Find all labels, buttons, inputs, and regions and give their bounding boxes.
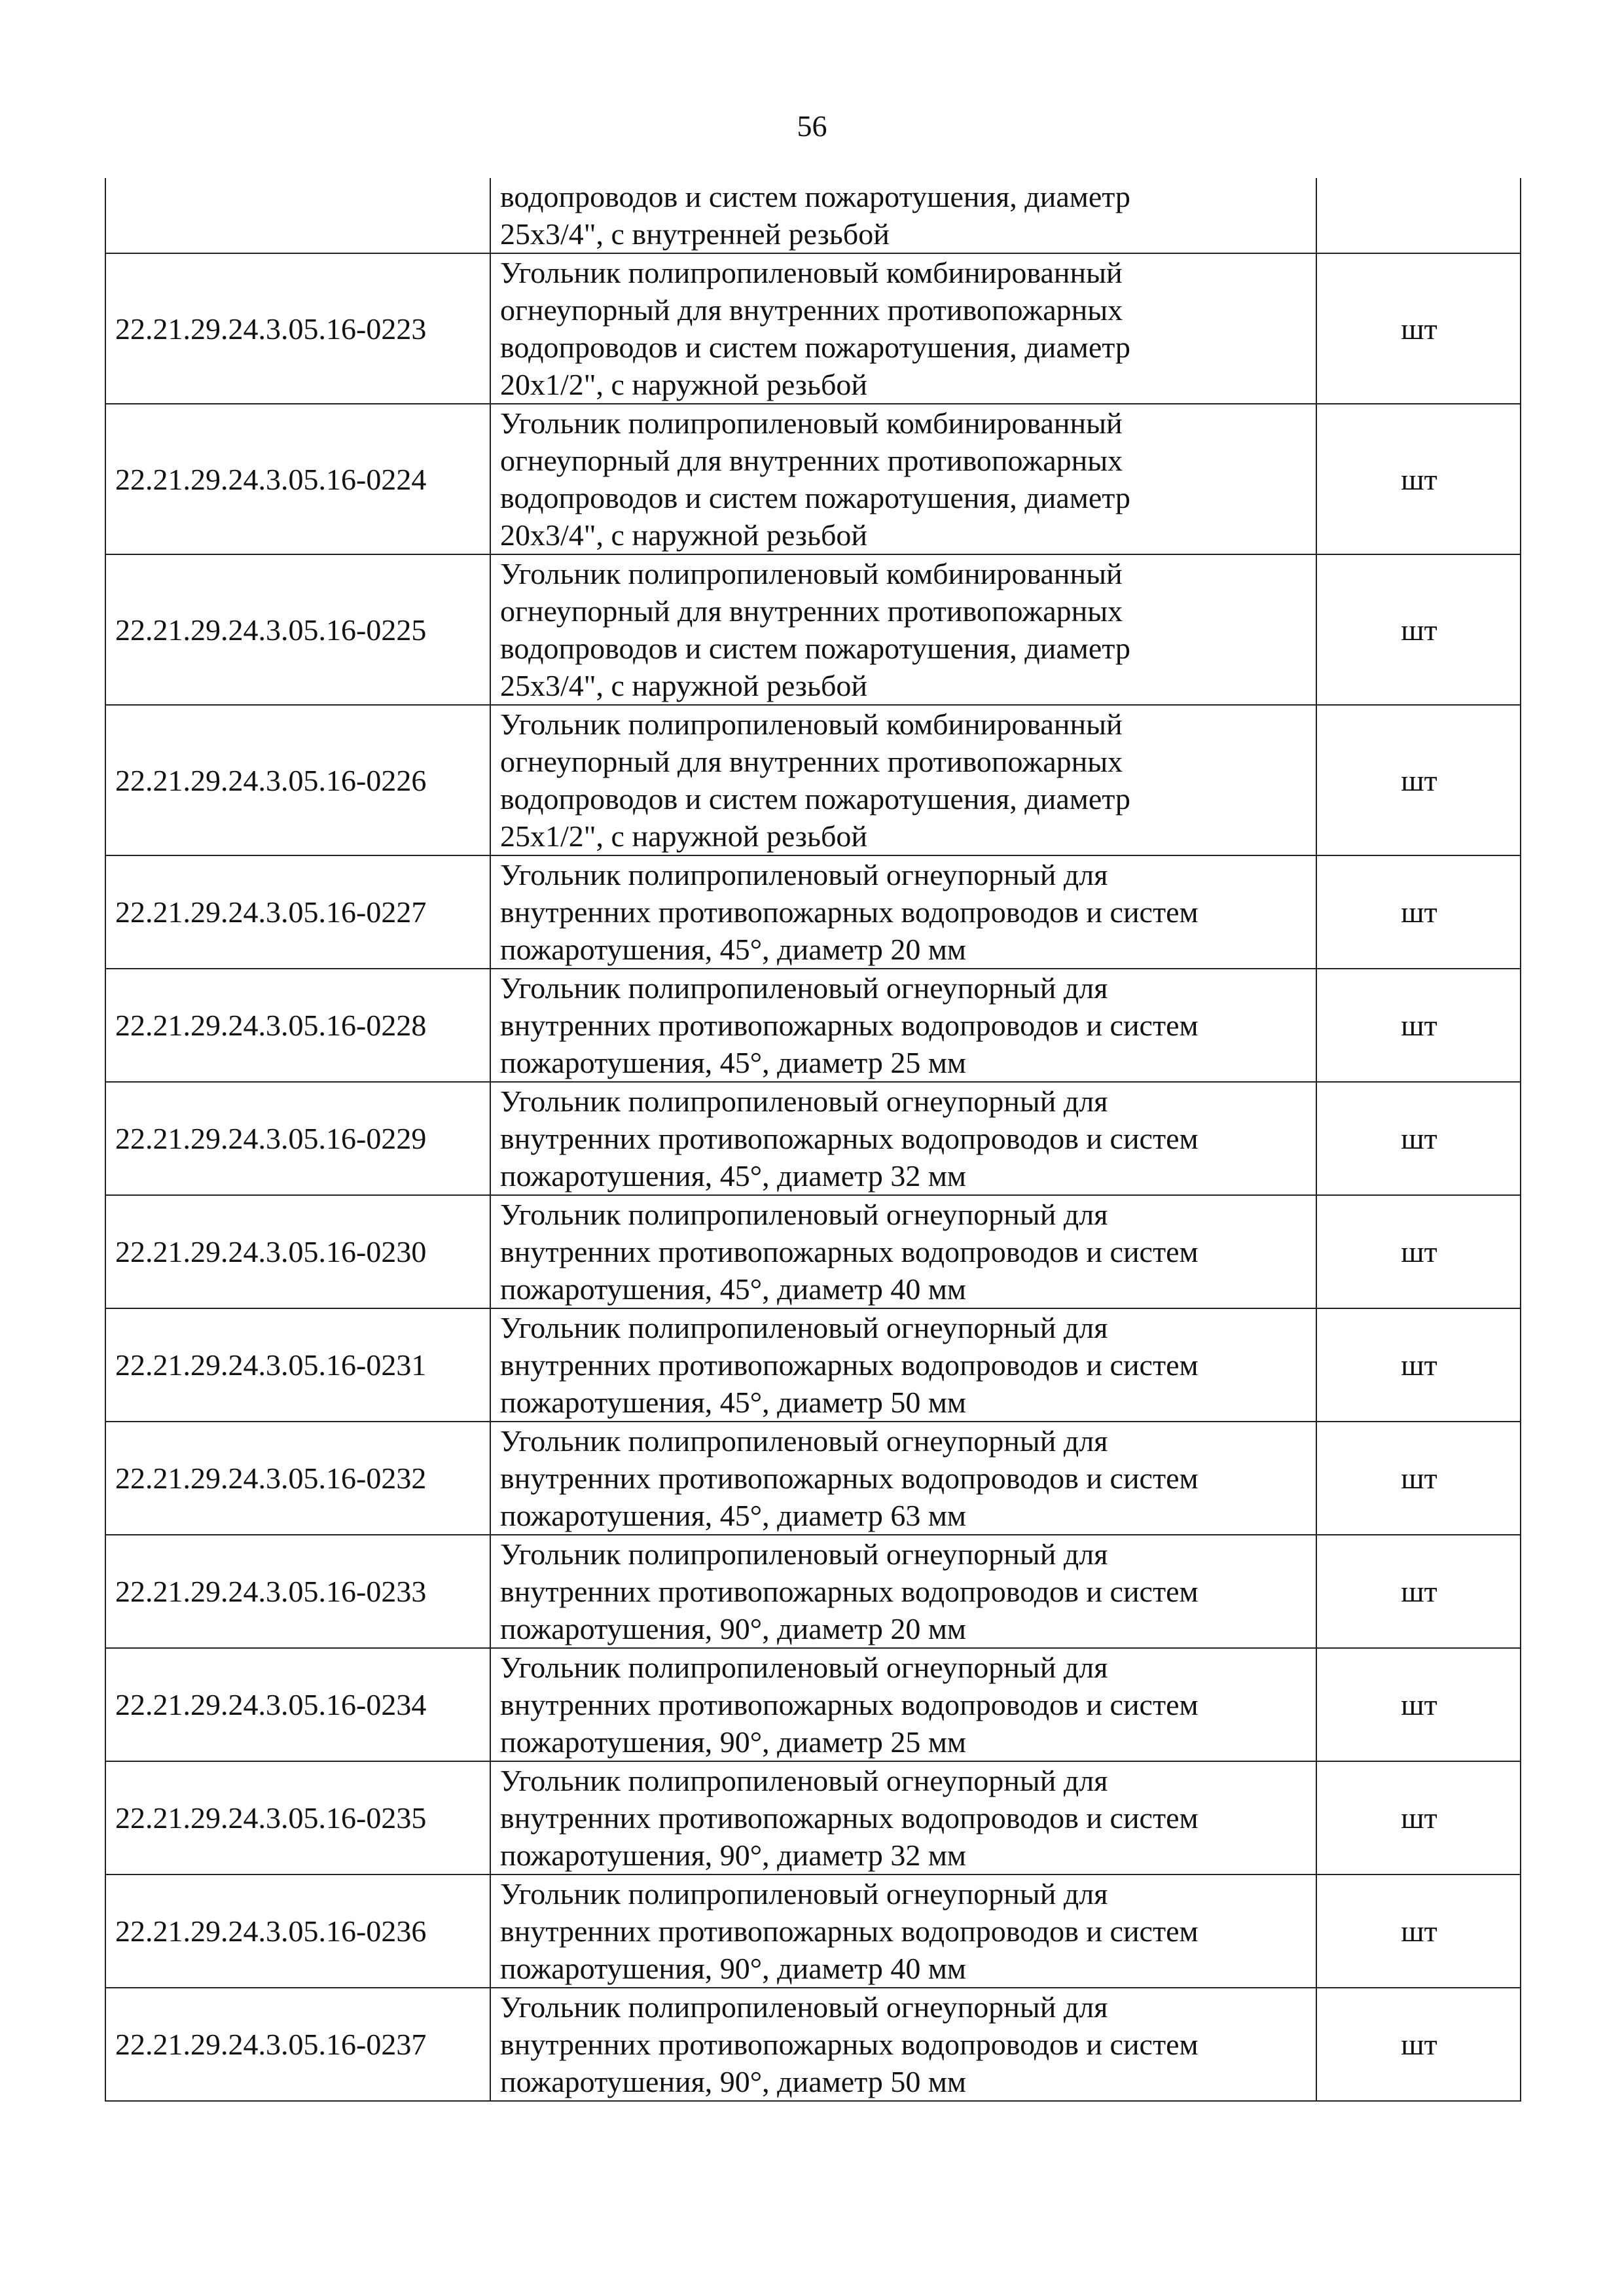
description-line: внутренних противопожарных водопроводов и систем: [500, 1348, 1199, 1382]
description-line: Угольник полипропиленовый огнеупорный для: [500, 1877, 1108, 1910]
table-row: [105, 1195, 1521, 1308]
resource-description-cell: [490, 1648, 1316, 1761]
description-line: внутренних противопожарных водопроводов и систем: [500, 1914, 1199, 1948]
description-line: водопроводов и систем пожаротушения, диаметр: [500, 481, 1130, 514]
table-row: [105, 554, 1521, 705]
description-line: внутренних противопожарных водопроводов и систем: [500, 1462, 1199, 1495]
description-line: внутренних противопожарных водопроводов и систем: [500, 2028, 1199, 2061]
resource-code-cell: 22.21.29.24.3.05.16-0229: [105, 1082, 490, 1195]
description-line: огнеупорный для внутренних противопожарных: [500, 293, 1123, 327]
description-line: внутренних противопожарных водопроводов и систем: [500, 1235, 1199, 1268]
resource-code-cell: 22.21.29.24.3.05.16-0224: [105, 404, 490, 554]
description-line: пожаротушения, 45°, диаметр 25 мм: [500, 1046, 967, 1079]
description-line: Угольник полипропиленовый огнеупорный для: [500, 1990, 1108, 2024]
catalog-table-body: [105, 178, 1521, 2101]
resource-description-cell: [490, 1535, 1316, 1648]
resource-description-cell: [490, 404, 1316, 554]
resource-description-cell: [490, 1195, 1316, 1308]
unit-of-measure-cell: шт: [1316, 404, 1521, 554]
description-line: внутренних противопожарных водопроводов и систем: [500, 1575, 1199, 1608]
description-line: Угольник полипропиленовый огнеупорный для: [500, 1651, 1108, 1684]
description-line: внутренних противопожарных водопроводов и систем: [500, 1009, 1199, 1042]
table-row: [105, 1874, 1521, 1988]
description-line: Угольник полипропиленовый огнеупорный для: [500, 971, 1108, 1005]
description-line: Угольник полипропиленовый огнеупорный для: [500, 1424, 1108, 1458]
resource-code-cell: 22.21.29.24.3.05.16-0237: [105, 1988, 490, 2101]
resource-description-cell: [490, 253, 1316, 404]
resource-code-cell: [105, 178, 490, 253]
description-line: пожаротушения, 45°, диаметр 32 мм: [500, 1159, 967, 1193]
description-line: водопроводов и систем пожаротушения, диаметр: [500, 782, 1130, 816]
description-line: водопроводов и систем пожаротушения, диаметр: [500, 331, 1130, 364]
description-line: пожаротушения, 90°, диаметр 20 мм: [500, 1612, 967, 1645]
resource-code-cell: 22.21.29.24.3.05.16-0234: [105, 1648, 490, 1761]
unit-of-measure-cell: шт: [1316, 1761, 1521, 1874]
resource-code-cell: 22.21.29.24.3.05.16-0235: [105, 1761, 490, 1874]
description-line: пожаротушения, 45°, диаметр 50 мм: [500, 1386, 967, 1419]
unit-of-measure-cell: шт: [1316, 1648, 1521, 1761]
resource-description-cell: [490, 1761, 1316, 1874]
description-line: Угольник полипропиленовый комбинированный: [500, 256, 1123, 289]
description-line: огнеупорный для внутренних противопожарных: [500, 444, 1123, 477]
description-line: внутренних противопожарных водопроводов и систем: [500, 1801, 1199, 1835]
description-line: огнеупорный для внутренних противопожарных: [500, 594, 1123, 628]
resource-code-cell: 22.21.29.24.3.05.16-0227: [105, 855, 490, 969]
description-line: пожаротушения, 90°, диаметр 25 мм: [500, 1725, 967, 1759]
description-line: 20x1/2", с наружной резьбой: [500, 368, 867, 401]
resource-code-cell: 22.21.29.24.3.05.16-0223: [105, 253, 490, 404]
resource-code-cell: 22.21.29.24.3.05.16-0226: [105, 705, 490, 855]
table-row: [105, 1648, 1521, 1761]
resource-description-cell: [490, 969, 1316, 1082]
description-line: 25x3/4", с наружной резьбой: [500, 669, 867, 702]
resource-catalog-table: [105, 178, 1521, 2102]
unit-of-measure-cell: шт: [1316, 705, 1521, 855]
description-line: Угольник полипропиленовый огнеупорный для: [500, 1085, 1108, 1118]
table-row: [105, 855, 1521, 969]
description-line: пожаротушения, 45°, диаметр 63 мм: [500, 1499, 967, 1532]
resource-code-cell: 22.21.29.24.3.05.16-0231: [105, 1308, 490, 1422]
description-line: пожаротушения, 90°, диаметр 50 мм: [500, 2065, 967, 2098]
resource-description-cell: [490, 178, 1316, 253]
table-row: [105, 1082, 1521, 1195]
resource-description-cell: [490, 1874, 1316, 1988]
description-line: огнеупорный для внутренних противопожарных: [500, 745, 1123, 778]
resource-description-cell: [490, 1082, 1316, 1195]
resource-description-cell: [490, 1988, 1316, 2101]
unit-of-measure-cell: шт: [1316, 554, 1521, 705]
unit-of-measure-cell: шт: [1316, 1874, 1521, 1988]
table-row: [105, 1761, 1521, 1874]
unit-of-measure-cell: шт: [1316, 1195, 1521, 1308]
description-line: 25x1/2", с наружной резьбой: [500, 819, 867, 853]
description-line: пожаротушения, 45°, диаметр 40 мм: [500, 1272, 967, 1306]
table-row: [105, 178, 1521, 253]
resource-description-cell: [490, 1422, 1316, 1535]
unit-of-measure-cell: шт: [1316, 1422, 1521, 1535]
description-line: водопроводов и систем пожаротушения, диаметр: [500, 632, 1130, 665]
unit-of-measure-cell: шт: [1316, 1082, 1521, 1195]
description-line: Угольник полипропиленовый огнеупорный для: [500, 858, 1108, 891]
description-line: пожаротушения, 90°, диаметр 40 мм: [500, 1952, 967, 1985]
resource-code-cell: 22.21.29.24.3.05.16-0230: [105, 1195, 490, 1308]
table-row: [105, 253, 1521, 404]
resource-code-cell: 22.21.29.24.3.05.16-0236: [105, 1874, 490, 1988]
table-row: [105, 705, 1521, 855]
unit-of-measure-cell: [1316, 178, 1521, 253]
description-line: внутренних противопожарных водопроводов и систем: [500, 1122, 1199, 1155]
resource-code-cell: 22.21.29.24.3.05.16-0232: [105, 1422, 490, 1535]
resource-code-cell: 22.21.29.24.3.05.16-0225: [105, 554, 490, 705]
description-line: Угольник полипропиленовый огнеупорный для: [500, 1764, 1108, 1797]
description-line: водопроводов и систем пожаротушения, диаметр: [500, 180, 1130, 213]
unit-of-measure-cell: шт: [1316, 969, 1521, 1082]
table-row: [105, 1988, 1521, 2101]
description-line: 20x3/4", с наружной резьбой: [500, 518, 867, 552]
resource-description-cell: [490, 554, 1316, 705]
description-line: внутренних противопожарных водопроводов и систем: [500, 895, 1199, 929]
unit-of-measure-cell: шт: [1316, 1988, 1521, 2101]
unit-of-measure-cell: шт: [1316, 253, 1521, 404]
resource-description-cell: [490, 1308, 1316, 1422]
page-number: 56: [797, 109, 827, 143]
resource-code-cell: 22.21.29.24.3.05.16-0233: [105, 1535, 490, 1648]
description-line: внутренних противопожарных водопроводов и систем: [500, 1688, 1199, 1721]
resource-description-cell: [490, 705, 1316, 855]
resource-code-cell: 22.21.29.24.3.05.16-0228: [105, 969, 490, 1082]
description-line: Угольник полипропиленовый комбинированный: [500, 406, 1123, 440]
description-line: Угольник полипропиленовый комбинированный: [500, 557, 1123, 590]
description-line: 25x3/4", с внутренней резьбой: [500, 217, 890, 251]
description-line: пожаротушения, 45°, диаметр 20 мм: [500, 933, 967, 966]
description-line: Угольник полипропиленовый огнеупорный для: [500, 1537, 1108, 1571]
table-row: [105, 1535, 1521, 1648]
unit-of-measure-cell: шт: [1316, 1535, 1521, 1648]
description-line: пожаротушения, 90°, диаметр 32 мм: [500, 1839, 967, 1872]
table-row: [105, 969, 1521, 1082]
table-row: [105, 1422, 1521, 1535]
resource-description-cell: [490, 855, 1316, 969]
description-line: Угольник полипропиленовый комбинированный: [500, 708, 1123, 741]
description-line: Угольник полипропиленовый огнеупорный для: [500, 1198, 1108, 1231]
unit-of-measure-cell: шт: [1316, 1308, 1521, 1422]
description-line: Угольник полипропиленовый огнеупорный для: [500, 1311, 1108, 1344]
table-row: [105, 1308, 1521, 1422]
unit-of-measure-cell: шт: [1316, 855, 1521, 969]
table-row: [105, 404, 1521, 554]
